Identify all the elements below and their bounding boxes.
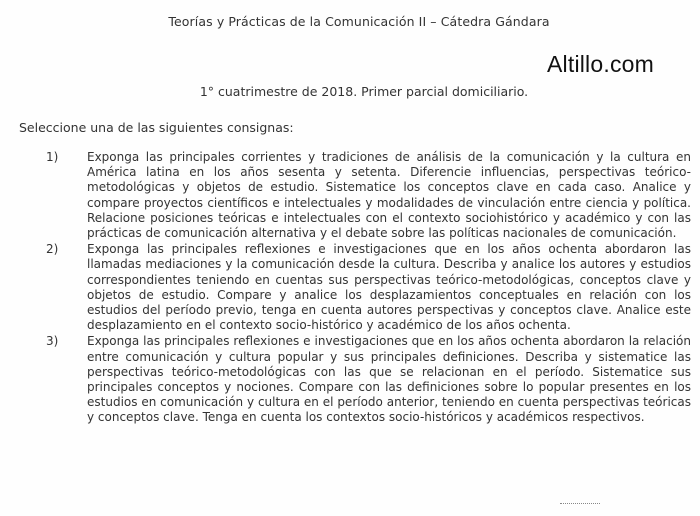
question-item [0,334,700,425]
instruction-text: Seleccione una de las siguientes consignas: [19,120,294,135]
course-title: Teorías y Prácticas de la Comunicación II – Cátedra Gándara [168,14,550,29]
question-text: Exponga las principales corrientes y tradiciones de análisis de la comunicación y la cultura en América latina en los años sesenta y setenta. Diferencie influencias, perspectivas teórico-metodológicas y objetos de estudio. Sistematice los conceptos clave en cada caso. Analice y compare proyectos científicos e intelectuales y modalidades de vinculación entre ciencia y política. Relacione posiciones teóricas e intelectuales con el contexto sociohistórico y académico y con las prácticas de comunicación alternativa y el debate sobre las políticas nacionales de comunicación. [87,150,691,241]
question-item [0,242,700,333]
watermark-text: Altillo.com [547,51,655,77]
question-list [0,150,700,426]
scan-artifact [560,503,600,506]
question-item [0,150,700,241]
question-number: 2) [46,242,59,257]
question-number: 3) [46,334,59,349]
question-text: Exponga las principales reflexiones e investigaciones que en los años ochenta abordaron la relación entre comunicación y cultura popular y sus principales definiciones. Describa y sistematice las perspectivas teórico-metodológicas con las que se relacionan en el período. Sistematice sus principales conceptos y nociones. Compare con las definiciones sobre lo popular presentes en los estudios en comunicación y cultura en el período anterior, teniendo en cuenta perspectivas teóricas y conceptos clave. Tenga en cuenta los contextos socio-históricos y académicos respectivos. [87,334,691,425]
question-text: Exponga las principales reflexiones e investigaciones que en los años ochenta abordaron las llamadas mediaciones y la comunicación desde la cultura. Describa y analice los autores y estudios correspondientes teniendo en cuentas sus perspectivas teórico-metodológicas, conceptos clave y objetos de estudio. Compare y analice los desplazamientos conceptuales en relación con los estudios del período previo, tenga en cuenta autores perspectivas y conceptos clave. Analice este desplazamiento en el contexto socio-histórico y académico de los años ochenta. [87,242,691,333]
question-number: 1) [46,150,59,164]
exam-subtitle: 1° cuatrimestre de 2018. Primer parcial domiciliario. [199,84,529,99]
